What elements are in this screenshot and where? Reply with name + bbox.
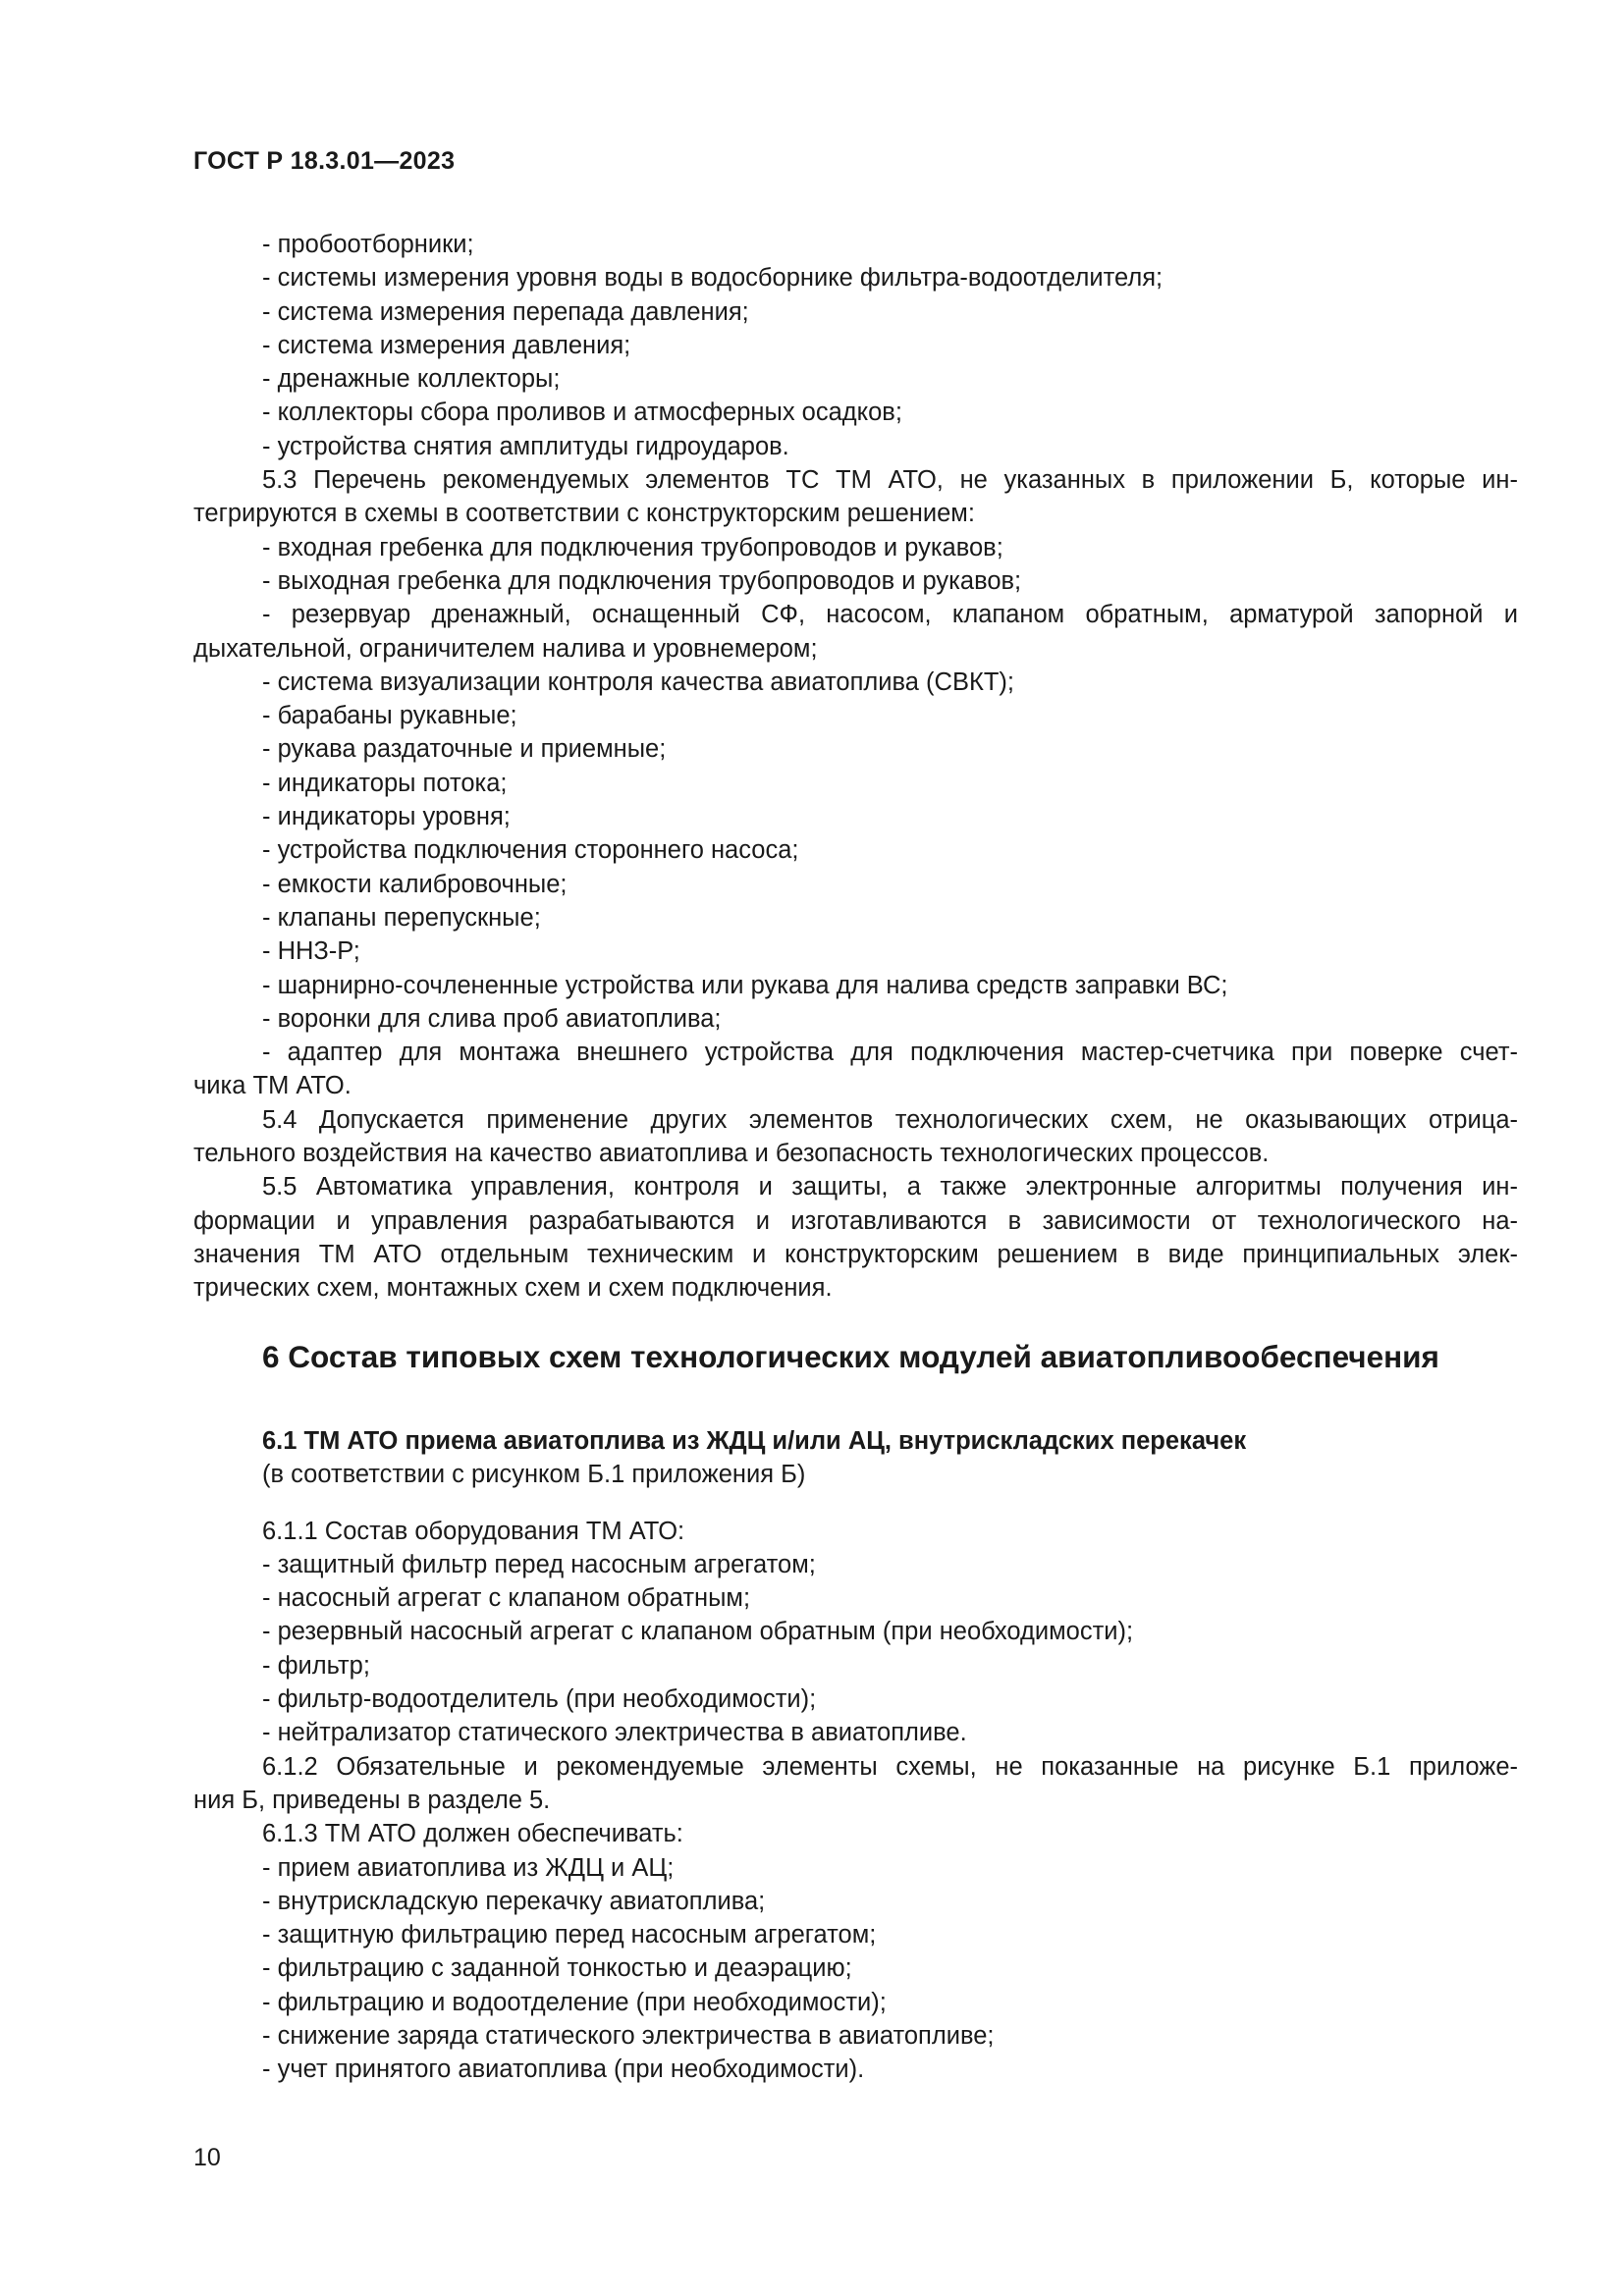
- list-item: - входная гребенка для подключения трубопроводов и рукавов;: [262, 533, 1003, 561]
- list-item: - снижение заряда статического электричества в авиатопливе;: [262, 2022, 995, 2051]
- list-item: - шарнирно-сочлененные устройства или рукава для налива средств заправки ВС;: [262, 971, 1228, 999]
- list-item: - система измерения перепада давления;: [262, 297, 749, 326]
- section-6-body: [193, 1424, 1518, 2087]
- list-item: - устройства снятия амплитуды гидроударов.: [262, 432, 789, 460]
- list-item: - внутрискладскую перекачку авиатоплива;: [262, 1887, 766, 1915]
- list-item: - пробоотборники;: [262, 231, 474, 258]
- page-number: 10: [193, 2144, 221, 2171]
- list-item-continuation: чика ТМ АТО.: [193, 1072, 352, 1100]
- paragraph-5-5-line: 5.5 Автоматика управления, контроля и защиты, а также электронные алгоритмы получения ин-: [262, 1173, 1518, 1201]
- list-item: - емкости калибровочные;: [262, 870, 568, 898]
- standard-code-header: ГОСТ Р 18.3.01—2023: [193, 147, 456, 175]
- paragraph-5-5-line: формации и управления разрабатываются и изготавливаются в зависимости от технологического на-: [193, 1206, 1518, 1235]
- list-item: - прием авиатоплива из ЖДЦ и АЦ;: [262, 1853, 675, 1882]
- list-item: - фильтрацию с заданной тонкостью и деаэрацию;: [262, 1954, 852, 1983]
- list-item: - рукава раздаточные и приемные;: [262, 735, 667, 764]
- list-item: - нейтрализатор статического электричества в авиатопливе.: [262, 1719, 967, 1747]
- list-item: - резервный насосный агрегат с клапаном обратным (при необходимости);: [262, 1618, 1134, 1646]
- spacer: [193, 1492, 1518, 1515]
- section-6-title: 6 Состав типовых схем технологических модулей авиатопливообеспечения: [262, 1339, 1439, 1374]
- clause-6-1-2-line: ния Б, приведены в разделе 5.: [193, 1786, 551, 1814]
- list-item: - дренажные коллекторы;: [262, 365, 561, 394]
- list-item-continuation: дыхательной, ограничителем налива и уровнемером;: [193, 634, 818, 663]
- list-item: - защитный фильтр перед насосным агрегатом;: [262, 1550, 816, 1578]
- paragraph-5-5-line: трических схем, монтажных схем и схем подключения.: [193, 1274, 833, 1303]
- list-item: - насосный агрегат с клапаном обратным;: [262, 1584, 751, 1613]
- list-item: - фильтр;: [262, 1651, 370, 1680]
- list-item: - система измерения давления;: [262, 331, 631, 359]
- list-item: - система визуализации контроля качества авиатоплива (СВКТ);: [262, 667, 1014, 696]
- clause-6-1-3-heading: 6.1.3 ТМ АТО должен обеспечивать:: [262, 1820, 683, 1848]
- paragraph-5-3-line: тегрируются в схемы в соответствии с конструкторским решением:: [193, 500, 975, 528]
- list-item: - воронки для слива проб авиатоплива;: [262, 1004, 722, 1033]
- list-item: - клапаны перепускные;: [262, 903, 541, 932]
- paragraph-5-5-line: значения ТМ АТО отдельным техническим и конструкторским решением в виде принципиальных элек-: [193, 1240, 1518, 1268]
- list-item: - устройства подключения стороннего насоса;: [262, 836, 799, 865]
- clause-6-1-1-heading: 6.1.1 Состав оборудования ТМ АТО:: [262, 1517, 685, 1545]
- clause-6-1-2-line: 6.1.2 Обязательные и рекомендуемые элементы схемы, не показанные на рисунке Б.1 приложе-: [262, 1752, 1518, 1781]
- list-item: - фильтр-водоотделитель (при необходимости);: [262, 1685, 817, 1714]
- subsection-6-1-note: (в соответствии с рисунком Б.1 приложения Б): [262, 1461, 806, 1489]
- list-item: - резервуар дренажный, оснащенный СФ, насосом, клапаном обратным, арматурой запорной и: [262, 601, 1518, 629]
- paragraph-5-4-line: тельного воздействия на качество авиатоплива и безопасность технологических процессов.: [193, 1140, 1270, 1168]
- list-item: - учет принятого авиатоплива (при необходимости).: [262, 2056, 865, 2084]
- list-item: - коллекторы сбора проливов и атмосферных осадков;: [262, 399, 902, 427]
- list-item: - системы измерения уровня воды в водосборнике фильтра-водоотделителя;: [262, 264, 1164, 293]
- list-item: - индикаторы потока;: [262, 769, 508, 797]
- subsection-6-1-title: 6.1 ТМ АТО приема авиатоплива из ЖДЦ и/или АЦ, внутрискладских перекачек: [262, 1427, 1247, 1455]
- list-item: - индикаторы уровня;: [262, 803, 511, 831]
- body-text: [193, 228, 1518, 1306]
- list-item: - барабаны рукавные;: [262, 702, 517, 730]
- list-item: - фильтрацию и водоотделение (при необходимости);: [262, 1988, 887, 2016]
- list-item: - защитную фильтрацию перед насосным агрегатом;: [262, 1921, 877, 1949]
- list-item: - выходная гребенка для подключения трубопроводов и рукавов;: [262, 566, 1022, 595]
- paragraph-5-4-line: 5.4 Допускается применение других элементов технологических схем, не оказывающих отрица-: [262, 1105, 1518, 1134]
- list-item: - ННЗ-Р;: [262, 937, 360, 966]
- list-item: - адаптер для монтажа внешнего устройства для подключения мастер-счетчика при поверке счет-: [262, 1039, 1518, 1067]
- paragraph-5-3-line: 5.3 Перечень рекомендуемых элементов ТС ТМ АТО, не указанных в приложении Б, которые ин-: [262, 466, 1518, 495]
